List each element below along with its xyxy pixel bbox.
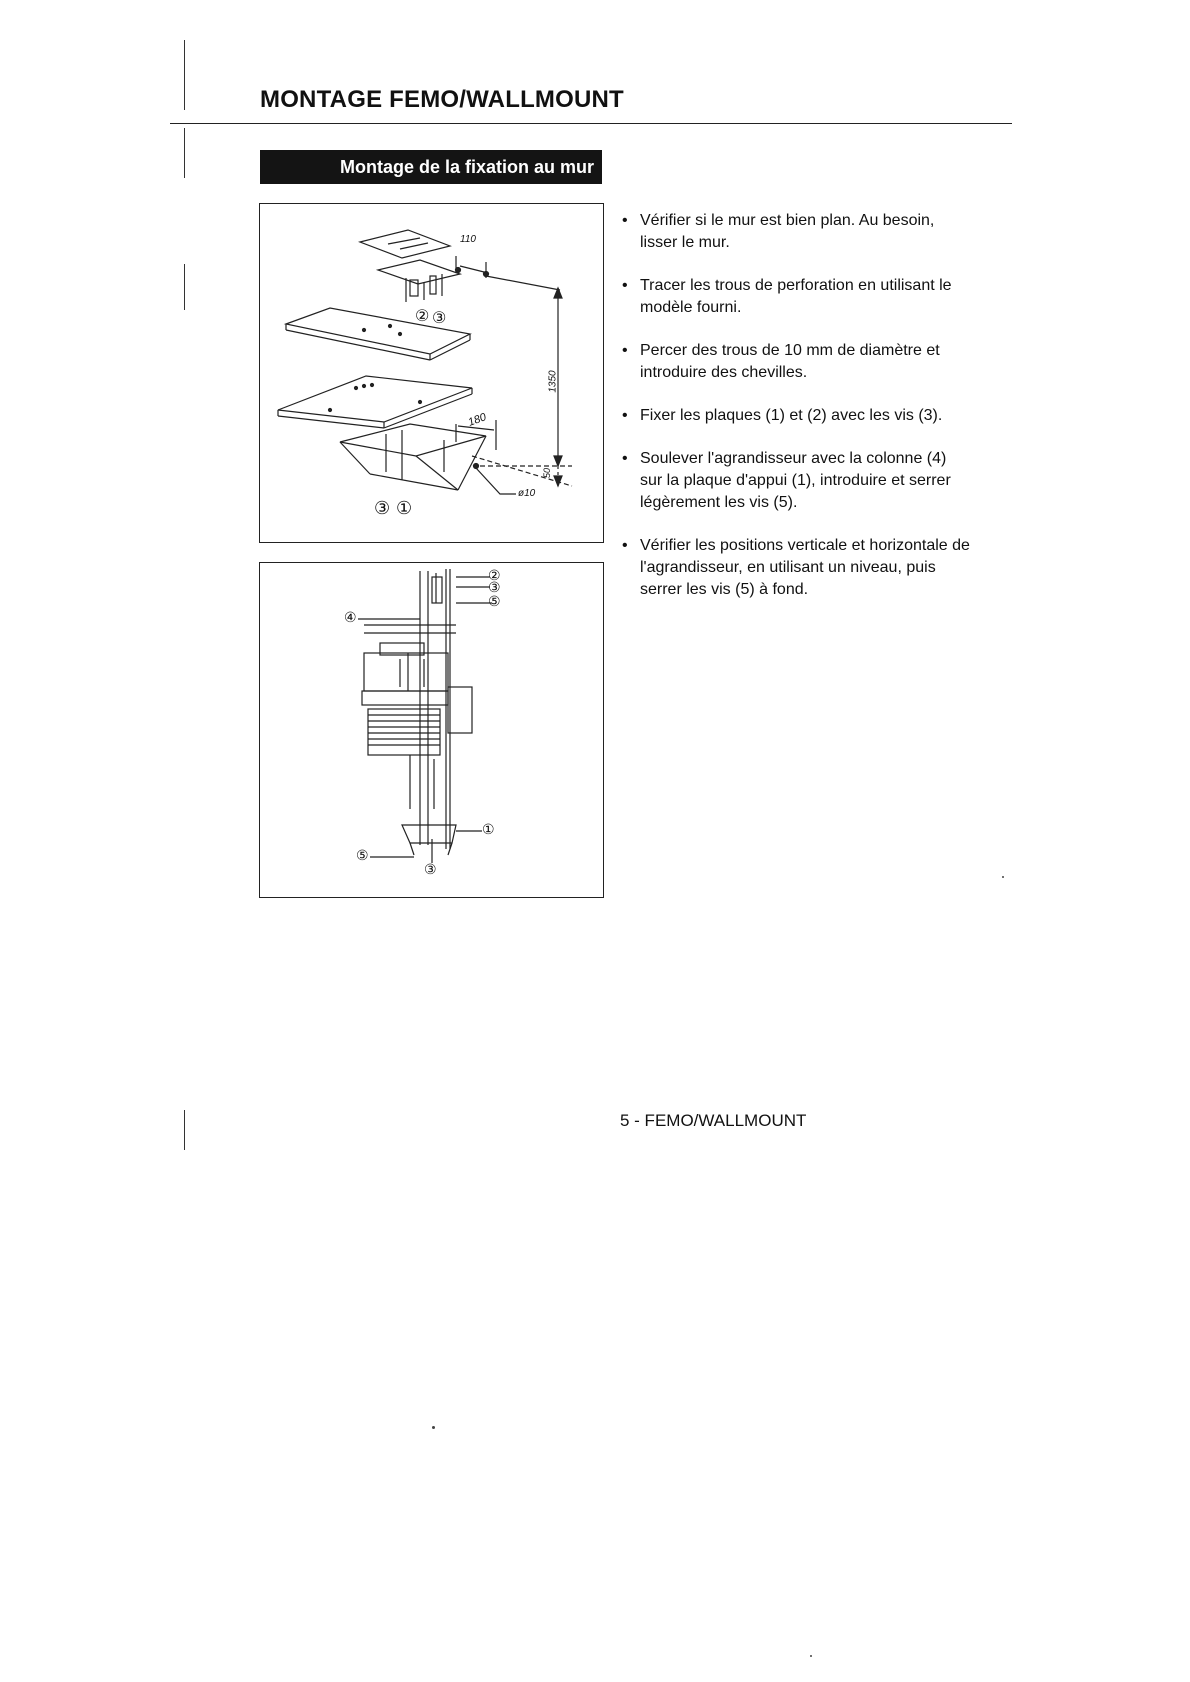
instruction-item xyxy=(622,340,972,384)
instruction-item xyxy=(622,275,972,319)
bullet: • xyxy=(622,407,628,424)
part-callout: ① xyxy=(396,498,413,518)
part-callout: ③ xyxy=(488,579,501,595)
part-callout: ③ xyxy=(424,861,437,877)
instruction-text: Percer des trous de 10 mm de diamètre et introduire des chevilles. xyxy=(640,342,940,381)
part-callout: ② xyxy=(488,567,501,583)
part-callout: ⑤ xyxy=(356,847,369,863)
scan-speck xyxy=(810,1655,812,1657)
instruction-item xyxy=(622,405,972,427)
part-callout: ② xyxy=(415,308,430,325)
bullet: • xyxy=(622,212,628,229)
instruction-item xyxy=(622,210,972,254)
part-callout: ③ xyxy=(432,310,447,327)
part-callout: ⑤ xyxy=(488,593,501,609)
margin-line xyxy=(184,1110,185,1150)
margin-line xyxy=(184,128,185,178)
instruction-text: Vérifier les positions verticale et horizontale de l'agrandisseur, en utilisant un niveau, puis serrer les vis (5) à fond. xyxy=(640,537,970,598)
title-rule xyxy=(170,123,1012,124)
instruction-item xyxy=(622,535,972,601)
dimension-label: 50 xyxy=(542,467,553,479)
instruction-item xyxy=(622,448,972,514)
instruction-text: Soulever l'agrandisseur avec la colonne (4) sur la plaque d'appui (1), introduire et serrer légèrement les vis (5). xyxy=(640,450,951,511)
instruction-list xyxy=(622,210,972,622)
margin-line xyxy=(184,264,185,310)
page-title: MONTAGE FEMO/WALLMOUNT xyxy=(260,86,624,113)
part-callout: ③ xyxy=(374,498,391,518)
part-callout: ④ xyxy=(344,609,357,625)
dimension-label: ø10 xyxy=(518,488,536,499)
part-callout: ① xyxy=(482,821,495,837)
instruction-text: Fixer les plaques (1) et (2) avec les vis (3). xyxy=(640,407,943,424)
instruction-text: Tracer les trous de perforation en utilisant le modèle fourni. xyxy=(640,277,952,316)
section-banner: Montage de la fixation au mur xyxy=(260,150,602,184)
dimension-label: 110 xyxy=(460,234,476,245)
bullet: • xyxy=(622,537,628,554)
bullet: • xyxy=(622,342,628,359)
margin-line xyxy=(184,40,185,110)
scan-speck xyxy=(1002,876,1004,878)
bullet: • xyxy=(622,277,628,294)
page-footer: 5 - FEMO/WALLMOUNT xyxy=(620,1111,807,1130)
instruction-text: Vérifier si le mur est bien plan. Au besoin, lisser le mur. xyxy=(640,212,935,251)
dimension-label: 180 xyxy=(466,411,488,429)
enlarger-mount-diagram xyxy=(259,562,604,898)
wall-plate-diagram xyxy=(259,203,604,543)
dimension-label: 1350 xyxy=(547,370,559,393)
scan-speck xyxy=(432,1426,435,1429)
bullet: • xyxy=(622,450,628,467)
